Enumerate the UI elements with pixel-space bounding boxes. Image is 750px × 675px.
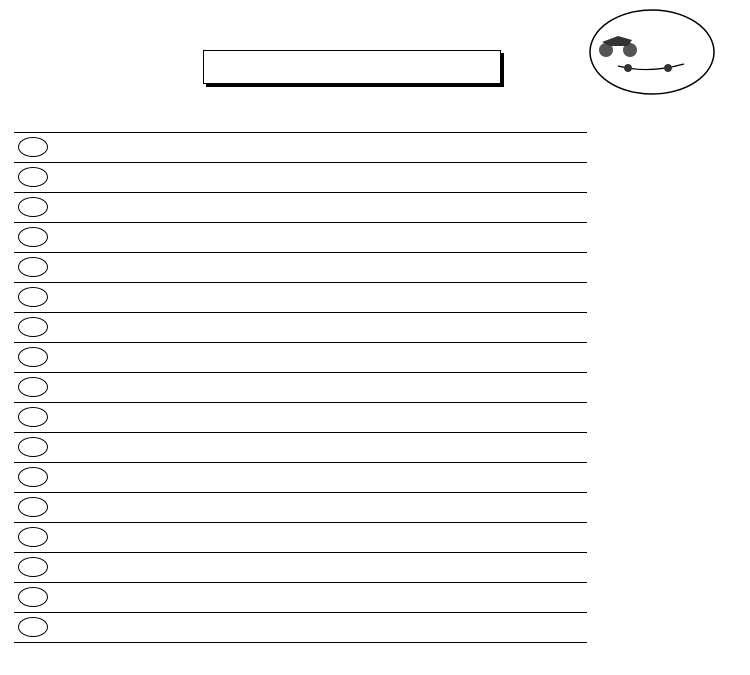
start-number-badge: [18, 437, 48, 457]
start-number-badge: [18, 587, 48, 607]
table-row: [0, 372, 750, 402]
stand-line: [22, 61, 25, 72]
table-row: [0, 222, 750, 252]
start-number-badge: [18, 137, 48, 157]
start-number-badge: [18, 197, 48, 217]
start-number-badge: [18, 527, 48, 547]
table-row: [0, 162, 750, 192]
col-nachmittag-sub: [501, 119, 507, 132]
table-row: [0, 252, 750, 282]
class-title-box: [203, 50, 501, 84]
table-row: [0, 432, 750, 462]
start-number-badge: [18, 317, 48, 337]
table-row: [0, 282, 750, 312]
table-row: [0, 582, 750, 612]
start-number-badge: [18, 347, 48, 367]
table-row: [0, 492, 750, 522]
logo-wheel-icon: [624, 64, 632, 72]
start-number-badge: [18, 377, 48, 397]
row-divider: [14, 642, 587, 643]
table-row: [0, 402, 750, 432]
col-vormittag-sub: [389, 119, 395, 132]
col-gesamt-sub: [276, 119, 282, 132]
logo-wheel-icon: [664, 64, 672, 72]
table-row: [0, 312, 750, 342]
organizer-line: [22, 28, 29, 42]
table-row: [0, 192, 750, 222]
start-number-badge: [18, 227, 48, 247]
start-number-badge: [18, 257, 48, 277]
table-row: [0, 612, 750, 642]
table-row: [0, 132, 750, 162]
start-number-badge: [18, 407, 48, 427]
start-number-badge: [18, 557, 48, 577]
start-number-badge: [18, 167, 48, 187]
start-number-badge: [18, 497, 48, 517]
table-row: [0, 552, 750, 582]
start-number-badge: [18, 287, 48, 307]
table-row: [0, 522, 750, 552]
club-logo: [588, 8, 716, 96]
table-row: [0, 342, 750, 372]
start-number-badge: [18, 617, 48, 637]
table-row: [0, 462, 750, 492]
start-number-badge: [18, 467, 48, 487]
